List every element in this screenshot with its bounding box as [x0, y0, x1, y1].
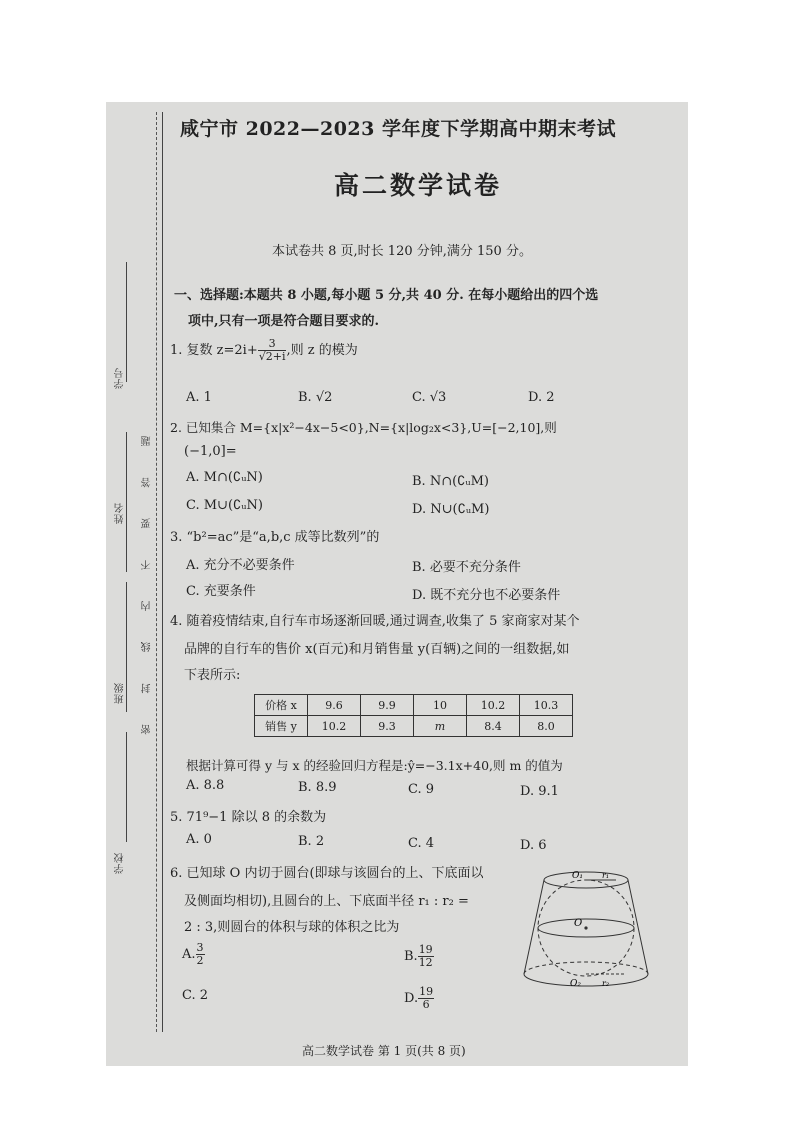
q1-option-a[interactable]: A. 1	[186, 390, 212, 405]
table-cell: 9.6	[308, 695, 361, 716]
table-cell: 价格 x	[255, 695, 308, 716]
section1-heading-1: 一、选择题:本题共 8 小题,每小题 5 分,共 40 分. 在每小题给出的四个选	[174, 288, 599, 303]
student-id-blank[interactable]	[126, 262, 127, 382]
school-blank[interactable]	[126, 732, 127, 842]
q5-option-c[interactable]: C. 4	[408, 836, 435, 851]
q2-option-a[interactable]: A. M∩(∁ᵤN)	[186, 470, 263, 485]
q1-option-c[interactable]: C. √3	[412, 390, 447, 405]
q6-b-num: 19	[418, 943, 433, 956]
q4-line3: 下表所示:	[184, 668, 241, 683]
q1-option-d[interactable]: D. 2	[528, 390, 555, 405]
label-o: O	[574, 918, 583, 929]
exam-page	[106, 102, 688, 1066]
q1-post: ,则 z 的模为	[286, 343, 358, 358]
label-o1: O₁	[572, 871, 583, 881]
q1-stem	[170, 338, 358, 363]
table-row	[255, 695, 573, 716]
q2-option-c[interactable]: C. M∪(∁ᵤN)	[186, 498, 263, 513]
section1-heading-2: 项中,只有一项是符合题目要求的.	[188, 314, 380, 329]
q1-fraction	[258, 338, 287, 363]
table-cell: 10.2	[467, 695, 520, 716]
q3-option-d[interactable]: D. 既不充分也不必要条件	[412, 588, 561, 603]
exam-info: 本试卷共 8 页,时长 120 分钟,满分 150 分。	[272, 244, 532, 259]
table-row	[255, 716, 573, 737]
q1-option-b[interactable]: B. √2	[298, 390, 333, 405]
exam-title: 咸宁市 2022—2023 学年度下学期高中期末考试	[180, 118, 616, 140]
table-cell: 8.0	[520, 716, 573, 737]
q2-option-d[interactable]: D. N∪(∁ᵤM)	[412, 502, 490, 517]
name-label: 姓名	[115, 502, 126, 524]
table-cell: 9.3	[361, 716, 414, 737]
q4-option-c[interactable]: C. 9	[408, 782, 435, 797]
school-label: 学校	[115, 852, 126, 874]
q4-line1: 4. 随着疫情结束,自行车市场逐渐回暖,通过调查,收集了 5 家商家对某个	[170, 614, 580, 629]
q4-option-a[interactable]: A. 8.8	[186, 778, 225, 793]
seal-dashed-line	[156, 112, 157, 1032]
table-cell: 8.4	[467, 716, 520, 737]
q3-option-b[interactable]: B. 必要不充分条件	[412, 560, 521, 575]
left-slant-edge	[524, 880, 544, 974]
q4-option-d[interactable]: D. 9.1	[520, 784, 559, 799]
q1-frac-num: 3	[258, 338, 287, 351]
seal-solid-line	[162, 112, 163, 1032]
q4-option-b[interactable]: B. 8.9	[298, 780, 337, 795]
q2-option-b[interactable]: B. N∩(∁ᵤM)	[412, 474, 489, 489]
table-cell: 10.3	[520, 695, 573, 716]
table-cell: 10	[414, 695, 467, 716]
q4-line2: 品牌的自行车的售价 x(百元)和月销售量 y(百辆)之间的一组数据,如	[184, 642, 570, 657]
q6-line2: 及侧面均相切),且圆台的上、下底面半径 r₁ : r₂ =	[184, 894, 469, 909]
q6-option-d-letter: D.	[404, 991, 419, 1006]
q6-option-b-letter: B.	[404, 949, 418, 964]
q5-option-d[interactable]: D. 6	[520, 838, 547, 853]
binding-margin	[106, 102, 166, 1066]
q6-option-a[interactable]	[182, 942, 205, 967]
bottom-base-front	[524, 974, 648, 986]
table-cell: 销售 y	[255, 716, 308, 737]
q1-frac-den: √2+i	[258, 350, 286, 363]
page-footer: 高二数学试卷 第 1 页(共 8 页)	[302, 1044, 466, 1058]
q6-d-num: 19	[419, 985, 434, 998]
q3-option-c[interactable]: C. 充要条件	[186, 584, 256, 599]
q5-option-b[interactable]: B. 2	[298, 834, 325, 849]
exam-subtitle: 高二数学试卷	[334, 171, 503, 200]
q6-b-den: 12	[418, 956, 433, 969]
frustum-sphere-figure	[516, 866, 656, 994]
label-o2: O₂	[570, 979, 581, 989]
q6-option-a-letter: A.	[182, 947, 196, 962]
q6-line3: 2 : 3,则圆台的体积与球的体积之比为	[184, 920, 400, 935]
q6-option-d[interactable]	[404, 986, 434, 1011]
q1-pre: 1. 复数 z=2i+	[170, 343, 258, 358]
q2-line1: 2. 已知集合 M={x|x²−4x−5<0},N={x|log₂x<3},U=[−2,10],则	[170, 420, 557, 435]
q6-a-den: 2	[196, 954, 204, 967]
q3-option-a[interactable]: A. 充分不必要条件	[186, 558, 295, 573]
table-cell: 9.9	[361, 695, 414, 716]
bottom-base-back	[524, 962, 648, 974]
q6-option-b[interactable]	[404, 944, 434, 969]
student-id-label: 学号	[115, 367, 126, 389]
q5-stem: 5. 71⁹−1 除以 8 的余数为	[170, 810, 327, 825]
q2-line2: (−1,0]=	[184, 444, 237, 459]
q6-a-num: 3	[196, 941, 204, 954]
q6-option-c[interactable]: C. 2	[182, 988, 209, 1003]
table-cell: m	[414, 716, 467, 737]
label-r2: r₂	[602, 979, 610, 988]
q4-data-table	[254, 694, 573, 737]
seal-note: 密 封 线 内 不 要 答 题	[142, 422, 153, 735]
q3-stem: 3. “b²=ac”是“a,b,c 成等比数列”的	[170, 530, 380, 545]
class-label: 班级	[115, 682, 126, 704]
q6-d-den: 6	[422, 998, 430, 1011]
right-slant-edge	[628, 880, 648, 974]
q6-line1: 6. 已知球 O 内切于圆台(即球与该圆台的上、下底面以	[170, 866, 484, 881]
q5-option-a[interactable]: A. 0	[186, 832, 212, 847]
center-point-o	[584, 926, 587, 929]
table-cell: 10.2	[308, 716, 361, 737]
q4-line4: 根据计算可得 y 与 x 的经验回归方程是:ŷ=−3.1x+40,则 m 的值为	[186, 758, 563, 773]
label-r1: r₁	[602, 871, 610, 880]
